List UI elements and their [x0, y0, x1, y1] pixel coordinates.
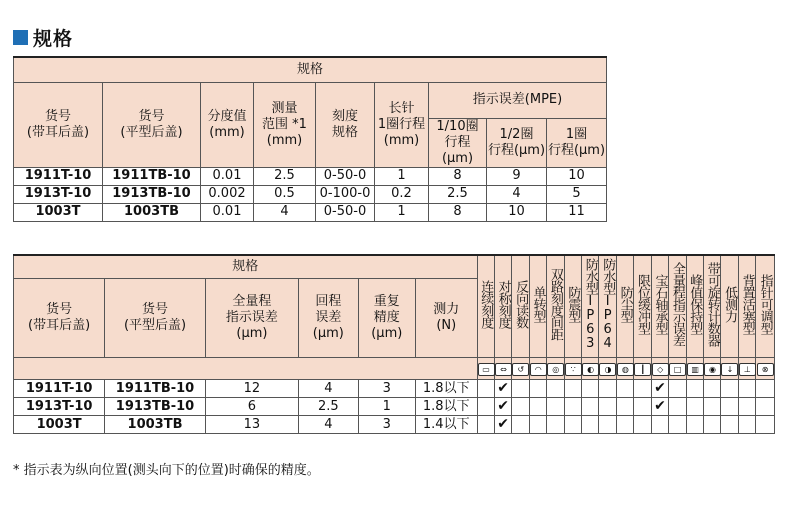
table-cell: 10 [487, 203, 547, 221]
table-row [14, 398, 775, 416]
table-cell: 4 [254, 203, 316, 221]
table-cell: 1.4以下 [415, 416, 477, 434]
table-row [14, 416, 775, 434]
table-cell: 1003TB [105, 416, 206, 434]
feature-label: 防震型 [565, 286, 581, 322]
table-cell: 1003T [14, 416, 105, 434]
feature-limit-buffer [634, 255, 651, 358]
table-cell: 4 [487, 185, 547, 203]
table-cell: 10 [547, 167, 607, 185]
check-icon: ✔ [654, 398, 666, 414]
t1-h-mpe2: 1/2圈 行程(μm) [487, 118, 547, 167]
t1-h-mpe: 指示误差(MPE) [429, 82, 607, 118]
t2-h-code-ear: 货号 (带耳后盖) [14, 279, 105, 358]
table-cell: 1 [375, 167, 429, 185]
table-cell: 1913TB-10 [105, 398, 206, 416]
feature-label: 防水型IP64 [600, 258, 616, 350]
shockproof-icon: ∵ [564, 358, 581, 380]
feature-cell [669, 416, 686, 434]
double-scale-icon: ◎ [547, 358, 564, 380]
feature-low-force [721, 255, 738, 358]
table-cell: 2.5 [254, 167, 316, 185]
feature-label: 双路刻度间距 [547, 268, 563, 340]
table-cell: 0.002 [201, 185, 254, 203]
table-cell: 1 [358, 398, 415, 416]
feature-total-range-error [669, 255, 686, 358]
feature-label: 防水型IP63 [582, 258, 598, 350]
table-cell: 1913T-10 [14, 185, 103, 203]
feature-cell [616, 380, 633, 398]
feature-symmetric-dial [494, 255, 511, 358]
feature-double-scale [547, 255, 564, 358]
table-cell: 1913TB-10 [103, 185, 201, 203]
table-cell: 0-50-0 [316, 167, 375, 185]
table-cell: 0-50-0 [316, 203, 375, 221]
t1-h-range: 测量 范围 *1 (mm) [254, 82, 316, 167]
table-cell: 1003T [14, 203, 103, 221]
table-cell: 8 [429, 203, 487, 221]
t2-group-header: 规格 [14, 255, 478, 279]
table-cell: 0-100-0 [316, 185, 375, 203]
feature-cell [582, 416, 599, 434]
feature-waterproof-ip63 [582, 255, 599, 358]
feature-one-revolution [529, 255, 546, 358]
table-cell: 1911T-10 [14, 380, 105, 398]
feature-cell [477, 398, 494, 416]
table-cell: 0.01 [201, 203, 254, 221]
feature-shockproof [564, 255, 581, 358]
feature-cell [651, 416, 668, 434]
check-icon: ✔ [497, 416, 510, 432]
footnote: * 指示表为纵向位置(测头向下的位置)时确保的精度。 [13, 463, 320, 478]
feature-cell [582, 398, 599, 416]
feature-adjustable-pointer [756, 255, 775, 358]
section-heading [13, 24, 73, 51]
feature-label: 全量程指示误差 [669, 262, 685, 346]
feature-label: 指针可调型 [757, 274, 773, 334]
feature-label: 低测力 [722, 286, 738, 322]
peak-hold-icon: ▥ [686, 358, 703, 380]
feature-cell [616, 398, 633, 416]
table-cell: 12 [205, 380, 298, 398]
feature-label: 连续刻度 [478, 280, 494, 328]
table-row [14, 380, 775, 398]
feature-cell [669, 380, 686, 398]
feature-peak-hold [686, 255, 703, 358]
adjustable-pointer-icon: ⊗ [756, 358, 775, 380]
table-cell: 13 [205, 416, 298, 434]
t1-h-rev: 长针 1圈行程 (mm) [375, 82, 429, 167]
table-cell: 1.8以下 [415, 398, 477, 416]
symmetric-dial-icon: ⇔ [494, 358, 511, 380]
feature-rotating-counter [704, 255, 721, 358]
table-cell: 1911T-10 [14, 167, 103, 185]
t2-h-total: 全量程 指示误差 (μm) [205, 279, 298, 358]
waterproof-ip64-icon: ◑ [599, 358, 616, 380]
t1-h-code-ear: 货号 (带耳后盖) [14, 82, 103, 167]
table-cell: 6 [205, 398, 298, 416]
t1-h-mpe3: 1圈 行程(μm) [547, 118, 607, 167]
t2-h-hyst: 回程 误差 (μm) [299, 279, 358, 358]
feature-cell [704, 416, 721, 434]
table-row [14, 167, 607, 185]
table-cell: 3 [358, 416, 415, 434]
feature-cell [634, 398, 651, 416]
continuous-dial-icon: ▭ [477, 358, 494, 380]
feature-label: 带可旋转计数器 [704, 262, 720, 346]
feature-cell [721, 416, 738, 434]
back-plunger-icon: ⊥ [738, 358, 755, 380]
table-cell: 4 [299, 416, 358, 434]
feature-cell [634, 416, 651, 434]
table-cell: 1 [375, 203, 429, 221]
table-cell: 9 [487, 167, 547, 185]
table-cell: 2.5 [299, 398, 358, 416]
feature-cell [494, 380, 511, 398]
one-revolution-icon: ◠ [529, 358, 546, 380]
total-range-error-icon: □ [669, 358, 686, 380]
feature-reverse-reading [512, 255, 529, 358]
feature-cell [704, 398, 721, 416]
feature-cell [512, 416, 529, 434]
feature-cell [599, 416, 616, 434]
feature-cell [738, 416, 755, 434]
feature-cell [756, 398, 775, 416]
feature-cell [477, 416, 494, 434]
feature-cell [564, 380, 581, 398]
feature-label: 对称刻度 [495, 280, 511, 328]
feature-cell [616, 416, 633, 434]
table-cell: 0.01 [201, 167, 254, 185]
t1-h-mpe1: 1/10圈 行程(μm) [429, 118, 487, 167]
feature-cell [494, 416, 511, 434]
check-icon: ✔ [497, 398, 510, 414]
table-cell: 3 [358, 380, 415, 398]
t2-h-code-flat: 货号 (平型后盖) [105, 279, 206, 358]
feature-cell [547, 398, 564, 416]
feature-cell [738, 380, 755, 398]
feature-label: 背置活塞型 [739, 274, 755, 334]
check-icon: ✔ [654, 380, 666, 396]
table-cell: 1913T-10 [14, 398, 105, 416]
table-row [14, 203, 607, 221]
feature-label: 宝石轴承型 [652, 274, 668, 334]
feature-cell [582, 380, 599, 398]
table-cell: 5 [547, 185, 607, 203]
table-cell: 0.2 [375, 185, 429, 203]
spec-table-2 [13, 254, 775, 434]
feature-cell [599, 380, 616, 398]
t2-icon-row-spacer [14, 358, 478, 380]
limit-buffer-icon: ┃ [634, 358, 651, 380]
feature-cell [529, 398, 546, 416]
table-cell: 0.5 [254, 185, 316, 203]
waterproof-ip63-icon: ◐ [582, 358, 599, 380]
feature-cell [738, 398, 755, 416]
table-cell: 11 [547, 203, 607, 221]
feature-cell [686, 380, 703, 398]
feature-label: 峰值保持型 [687, 274, 703, 334]
feature-cell [634, 380, 651, 398]
feature-cell [494, 398, 511, 416]
low-force-icon: ↓ [721, 358, 738, 380]
feature-cell [599, 398, 616, 416]
feature-cell [529, 380, 546, 398]
table-cell: 1911TB-10 [103, 167, 201, 185]
feature-label: 防尘型 [617, 286, 633, 322]
table-cell: 2.5 [429, 185, 487, 203]
feature-cell [686, 416, 703, 434]
t1-h-code-flat: 货号 (平型后盖) [103, 82, 201, 167]
jewel-bearing-icon: ◇ [651, 358, 668, 380]
feature-cell [651, 380, 668, 398]
check-icon: ✔ [497, 380, 510, 396]
feature-label: 反向读数 [513, 280, 529, 328]
feature-back-plunger [738, 255, 755, 358]
feature-dustproof [616, 255, 633, 358]
feature-cell [721, 398, 738, 416]
feature-cell [564, 398, 581, 416]
heading-marker-icon [13, 30, 28, 45]
table-cell: 1003TB [103, 203, 201, 221]
feature-cell [547, 416, 564, 434]
feature-cell [756, 380, 775, 398]
reverse-reading-icon: ↺ [512, 358, 529, 380]
table-cell: 1.8以下 [415, 380, 477, 398]
spec-table-1 [13, 56, 607, 222]
feature-label: 单转型 [530, 286, 546, 322]
feature-cell [651, 398, 668, 416]
feature-cell [547, 380, 564, 398]
t1-group-header: 规格 [14, 57, 607, 82]
table-row [14, 185, 607, 203]
dustproof-icon: ◍ [616, 358, 633, 380]
heading-text: 规格 [33, 28, 74, 50]
feature-cell [686, 398, 703, 416]
feature-cell [704, 380, 721, 398]
t2-h-repeat: 重复 精度 (μm) [358, 279, 415, 358]
rotating-counter-icon: ◉ [704, 358, 721, 380]
table-cell: 8 [429, 167, 487, 185]
table-cell: 4 [299, 380, 358, 398]
t1-h-graduation: 分度值 (mm) [201, 82, 254, 167]
t2-h-force: 测力 (N) [415, 279, 477, 358]
table-cell: 1911TB-10 [105, 380, 206, 398]
feature-cell [756, 416, 775, 434]
feature-cell [529, 416, 546, 434]
feature-cell [477, 380, 494, 398]
feature-cell [512, 398, 529, 416]
feature-label: 限位缓冲型 [635, 274, 651, 334]
feature-jewel-bearing [651, 255, 668, 358]
feature-continuous-dial [477, 255, 494, 358]
feature-cell [721, 380, 738, 398]
feature-cell [512, 380, 529, 398]
feature-cell [669, 398, 686, 416]
feature-cell [564, 416, 581, 434]
feature-waterproof-ip64 [599, 255, 616, 358]
t1-h-dial: 刻度 规格 [316, 82, 375, 167]
